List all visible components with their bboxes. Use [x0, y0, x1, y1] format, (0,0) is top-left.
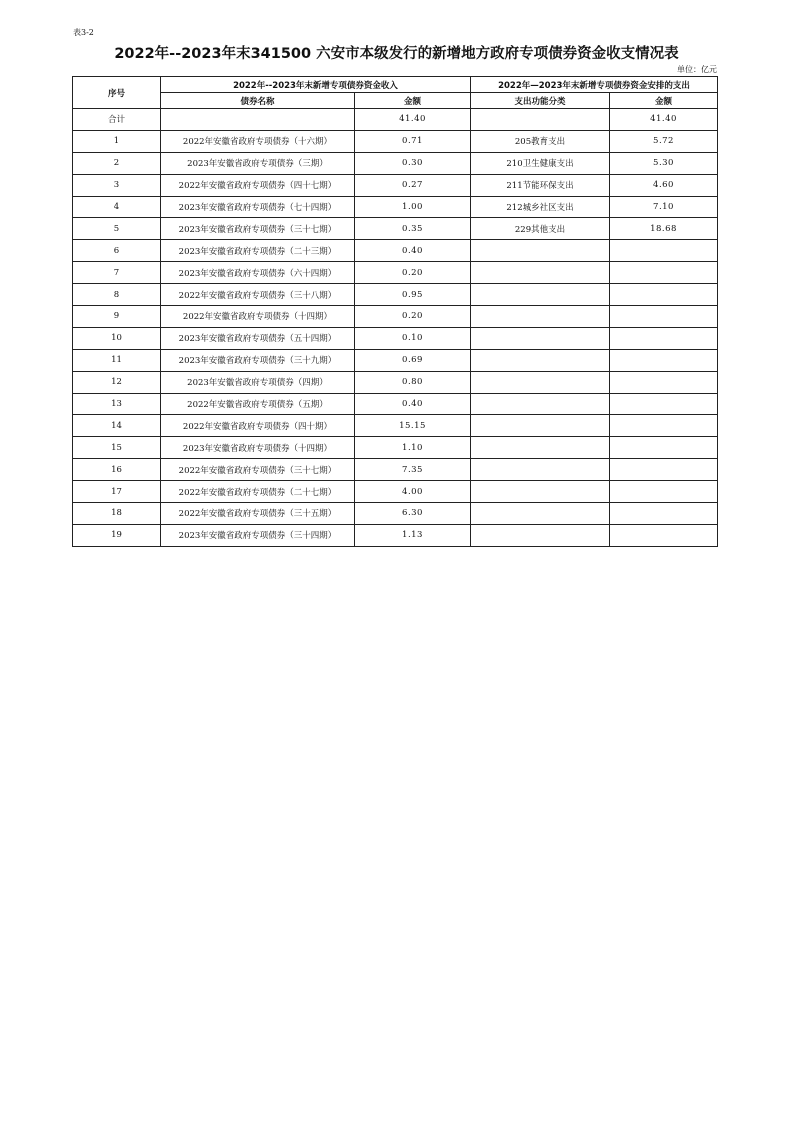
- row-amount2: [610, 459, 718, 481]
- row-category: [471, 327, 610, 349]
- header-category: 支出功能分类: [471, 93, 610, 109]
- row-bond-name: 2023年安徽省政府专项债券（十四期）: [161, 437, 355, 459]
- row-bond-name: 2022年安徽省政府专项债券（四十七期）: [161, 174, 355, 196]
- row-amount2: 4.60: [610, 174, 718, 196]
- row-amount: 1.10: [355, 437, 471, 459]
- row-amount: 7.35: [355, 459, 471, 481]
- table-row: [73, 152, 718, 174]
- table-row: [73, 130, 718, 152]
- header-bond-name: 债券名称: [161, 93, 355, 109]
- row-amount: 0.20: [355, 262, 471, 284]
- row-category: [471, 415, 610, 437]
- table-row: [73, 503, 718, 525]
- total-category-cell: [471, 109, 610, 131]
- row-amount2: [610, 240, 718, 262]
- row-bond-name: 2022年安徽省政府专项债券（四十期）: [161, 415, 355, 437]
- row-category: [471, 306, 610, 328]
- row-amount: 0.10: [355, 327, 471, 349]
- row-category: [471, 437, 610, 459]
- header-seq: 序号: [73, 77, 161, 109]
- unit-label: 单位：亿元: [677, 65, 717, 74]
- row-category: [471, 284, 610, 306]
- table-row: [73, 284, 718, 306]
- table-row: [73, 196, 718, 218]
- row-category: [471, 524, 610, 546]
- total-bond-cell: [161, 109, 355, 131]
- row-amount: 0.71: [355, 130, 471, 152]
- total-income-amount: 41.40: [355, 109, 471, 131]
- row-amount: 1.00: [355, 196, 471, 218]
- row-seq: 16: [73, 459, 161, 481]
- header-amount: 金额: [355, 93, 471, 109]
- table-row: [73, 349, 718, 371]
- row-seq: 15: [73, 437, 161, 459]
- row-bond-name: 2023年安徽省政府专项债券（七十四期）: [161, 196, 355, 218]
- row-bond-name: 2023年安徽省政府专项债券（四期）: [161, 371, 355, 393]
- table-row: [73, 371, 718, 393]
- row-amount: 0.80: [355, 371, 471, 393]
- row-seq: 12: [73, 371, 161, 393]
- row-amount2: [610, 481, 718, 503]
- row-category: [471, 262, 610, 284]
- row-amount: 0.69: [355, 349, 471, 371]
- row-amount2: [610, 306, 718, 328]
- row-bond-name: 2022年安徽省政府专项债券（三十七期）: [161, 459, 355, 481]
- row-category: 212城乡社区支出: [471, 196, 610, 218]
- row-amount2: [610, 284, 718, 306]
- header-expense-group: 2022年—2023年末新增专项债券资金安排的支出: [471, 77, 718, 93]
- row-amount2: [610, 262, 718, 284]
- row-amount2: 5.72: [610, 130, 718, 152]
- row-seq: 6: [73, 240, 161, 262]
- table-row: [73, 415, 718, 437]
- header-amount2: 金额: [610, 93, 718, 109]
- row-seq: 8: [73, 284, 161, 306]
- table-row: [73, 481, 718, 503]
- row-seq: 7: [73, 262, 161, 284]
- row-amount: 0.20: [355, 306, 471, 328]
- row-bond-name: 2022年安徽省政府专项债券（三十五期）: [161, 503, 355, 525]
- row-category: [471, 481, 610, 503]
- row-category: [471, 349, 610, 371]
- row-seq: 1: [73, 130, 161, 152]
- header-income-group: 2022年--2023年末新增专项债券资金收入: [161, 77, 471, 93]
- row-amount2: [610, 415, 718, 437]
- page-title: 2022年--2023年末341500 六安市本级发行的新增地方政府专项债券资金收支情况表: [114, 46, 679, 62]
- table-row: [73, 437, 718, 459]
- row-bond-name: 2023年安徽省政府专项债券（三十七期）: [161, 218, 355, 240]
- row-amount: 15.15: [355, 415, 471, 437]
- row-seq: 9: [73, 306, 161, 328]
- row-amount: 0.40: [355, 393, 471, 415]
- row-bond-name: 2022年安徽省政府专项债券（十六期）: [161, 130, 355, 152]
- row-amount2: [610, 349, 718, 371]
- row-seq: 11: [73, 349, 161, 371]
- row-amount: 0.30: [355, 152, 471, 174]
- row-seq: 2: [73, 152, 161, 174]
- row-amount2: 7.10: [610, 196, 718, 218]
- total-label: 合计: [73, 109, 161, 131]
- row-amount2: [610, 371, 718, 393]
- row-amount: 4.00: [355, 481, 471, 503]
- row-bond-name: 2023年安徽省政府专项债券（三十九期）: [161, 349, 355, 371]
- row-bond-name: 2023年安徽省政府专项债券（三期）: [161, 152, 355, 174]
- row-category: [471, 240, 610, 262]
- row-amount: 0.95: [355, 284, 471, 306]
- row-category: 211节能环保支出: [471, 174, 610, 196]
- row-category: [471, 393, 610, 415]
- row-seq: 17: [73, 481, 161, 503]
- row-seq: 3: [73, 174, 161, 196]
- bond-fund-table: [72, 76, 718, 547]
- row-seq: 18: [73, 503, 161, 525]
- row-amount2: 18.68: [610, 218, 718, 240]
- table-row: [73, 174, 718, 196]
- row-category: [471, 503, 610, 525]
- row-amount2: [610, 437, 718, 459]
- row-seq: 4: [73, 196, 161, 218]
- row-amount: 0.27: [355, 174, 471, 196]
- row-bond-name: 2022年安徽省政府专项债券（三十八期）: [161, 284, 355, 306]
- row-seq: 13: [73, 393, 161, 415]
- table-row: [73, 459, 718, 481]
- row-seq: 19: [73, 524, 161, 546]
- row-bond-name: 2023年安徽省政府专项债券（二十三期）: [161, 240, 355, 262]
- row-amount: 0.40: [355, 240, 471, 262]
- table-row: [73, 218, 718, 240]
- table-row: [73, 393, 718, 415]
- row-amount2: 5.30: [610, 152, 718, 174]
- row-amount: 1.13: [355, 524, 471, 546]
- row-category: [471, 459, 610, 481]
- row-category: 229其他支出: [471, 218, 610, 240]
- table-row: [73, 327, 718, 349]
- row-amount2: [610, 327, 718, 349]
- row-amount2: [610, 524, 718, 546]
- row-amount: 6.30: [355, 503, 471, 525]
- table-row: [73, 306, 718, 328]
- row-amount2: [610, 393, 718, 415]
- row-seq: 10: [73, 327, 161, 349]
- row-amount: 0.35: [355, 218, 471, 240]
- row-category: 205教育支出: [471, 130, 610, 152]
- row-bond-name: 2022年安徽省政府专项债券（五期）: [161, 393, 355, 415]
- total-row: [73, 109, 718, 131]
- total-expense-amount: 41.40: [610, 109, 718, 131]
- row-seq: 5: [73, 218, 161, 240]
- row-bond-name: 2023年安徽省政府专项债券（六十四期）: [161, 262, 355, 284]
- row-bond-name: 2023年安徽省政府专项债券（三十四期）: [161, 524, 355, 546]
- row-bond-name: 2022年安徽省政府专项债券（十四期）: [161, 306, 355, 328]
- row-bond-name: 2022年安徽省政府专项债券（二十七期）: [161, 481, 355, 503]
- row-seq: 14: [73, 415, 161, 437]
- row-bond-name: 2023年安徽省政府专项债券（五十四期）: [161, 327, 355, 349]
- row-category: 210卫生健康支出: [471, 152, 610, 174]
- document-label: 表3-2: [73, 28, 94, 37]
- table-row: [73, 262, 718, 284]
- row-category: [471, 371, 610, 393]
- table-row: [73, 524, 718, 546]
- table-row: [73, 240, 718, 262]
- row-amount2: [610, 503, 718, 525]
